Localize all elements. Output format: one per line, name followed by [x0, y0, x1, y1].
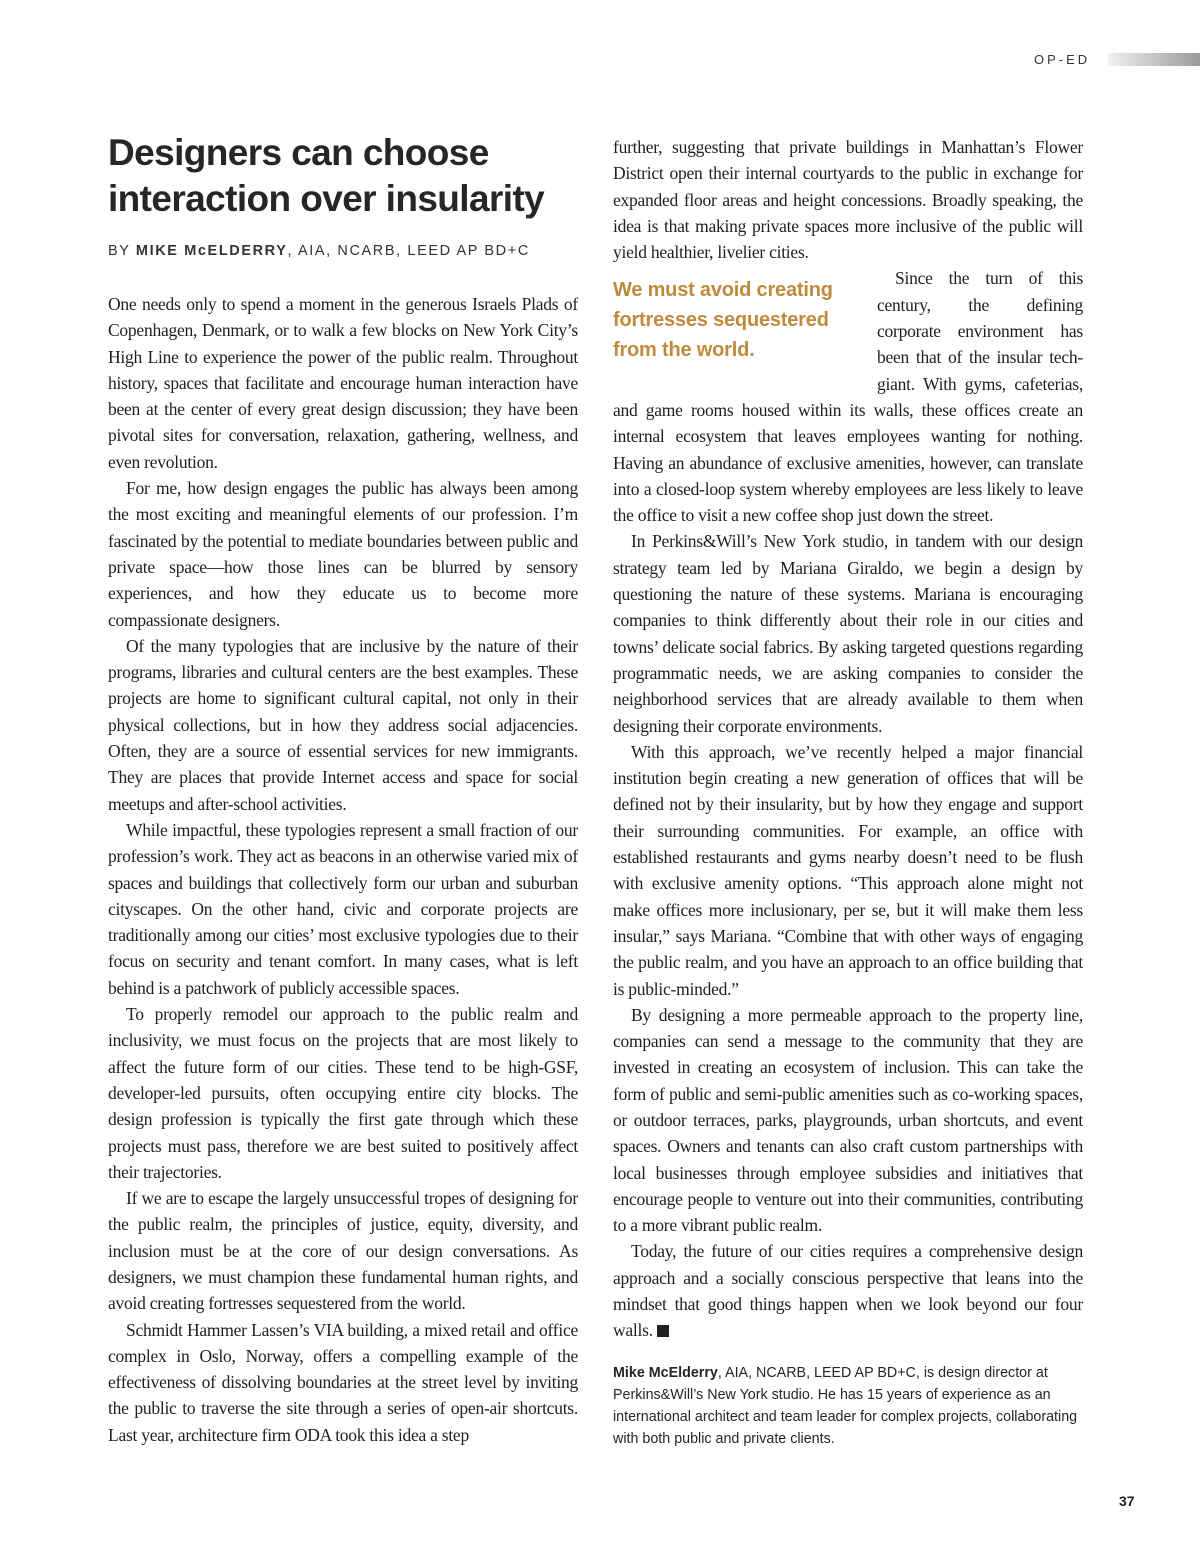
- pull-quote: We must avoid creating fortresses sequestered from the world.: [613, 279, 833, 362]
- byline: [108, 243, 588, 259]
- paragraph: Schmidt Hammer Lassen’s VIA building, a mixed retail and office complex in Oslo, Norway, offers a compelling example of the effectiveness of dissolving boundaries at the street level by inviting the public to traverse the site through a series of open-air shortcuts. Last year, architecture firm ODA took this idea a step: [108, 1319, 578, 1445]
- paragraph-final: [613, 1238, 1083, 1343]
- section-label: OP-ED: [1034, 52, 1091, 67]
- bio-text: , AIA, NCARB, LEED AP BD+C, is design director at Perkins&Will’s New York studio. He has 15 years of experience as an international architect and team leader for complex projects, collaborating with both public and private clients.: [613, 1365, 1078, 1447]
- byline-credentials: , AIA, NCARB, LEED AP BD+C: [287, 243, 530, 259]
- byline-author: MIKE McELDERRY: [135, 243, 288, 259]
- right-column: [613, 134, 1083, 1344]
- paragraph: While impactful, these typologies represent a small fraction of our profession’s work. They act as beacons in an otherwise varied mix of spaces and buildings that collectively form our urban and suburban cityscapes. On the other hand, civic and corporate projects are traditionally among our cities’ most exclusive typologies due to their focus on security and tenant comfort. In many cases, what is left behind is a patchwork of publicly accessible spaces.: [108, 819, 578, 998]
- paragraph: In Perkins&Will’s New York studio, in tandem with our design strategy team led by Mariana Giraldo, we begin a design by questioning the nature of these systems. Mariana is encouraging companies to think differently about their role in our cities and towns’ delicate social fabrics. By asking targeted questions regarding programmatic needs, we are asking companies to consider the neighborhood services that are already available to them when designing their corporate environments.: [613, 531, 1083, 736]
- page-number: 37: [1119, 1493, 1135, 1509]
- paragraph: If we are to escape the largely unsuccessful tropes of designing for the public realm, the principles of justice, equity, diversity, and inclusion must be at the core of our design conversations. As designers, we must champion these fundamental human rights, and avoid creating fortresses sequestered from the world.: [108, 1188, 578, 1314]
- paragraph: To properly remodel our approach to the public realm and inclusivity, we must focus on the projects that are most likely to affect the future form of our cities. These tend to be high-GSF, developer-led pursuits, often occupying entire city blocks. The design profession is typically the first gate through which these projects must pass, therefore we are best suited to positively affect their trajectories.: [108, 1004, 578, 1182]
- end-mark: [657, 1325, 669, 1337]
- section-bar: [1108, 53, 1200, 66]
- left-column: [108, 291, 578, 1448]
- byline-prefix: BY: [108, 243, 136, 259]
- paragraph: With this approach, we’ve recently helped a major financial institution begin creating a new generation of offices that will be defined not by their insularity, but by how they engage and support their surrounding communities. For example, an office with established restaurants and gyms nearby doesn’t need to be flush with exclusive amenity options. “This approach alone might not make offices more inclusionary, per se, but it will make them less insular,” says Mariana. “Combine that with other ways of engaging the public realm, and you have an approach to an office building that is public-minded.”: [613, 741, 1083, 999]
- article-title: Designers can choose interaction over insularity: [108, 132, 545, 219]
- paragraph: Of the many typologies that are inclusive by the nature of their programs, libraries and cultural centers are the best examples. These projects are home to significant cultural capital, not only in their physical collections, but in how they address social adjacencies. Often, they are a source of essential services for new immigrants. They are places that provide Internet access and space for social meetups and after-school activities.: [108, 635, 578, 814]
- paragraph: By designing a more permeable approach to the property line, companies can send a message to the community that they are invested in creating an ecosystem of inclusion. This can take the form of public and semi-public amenities such as co-working spaces, or outdoor terraces, parks, playgrounds, urban shortcuts, and event spaces. Owners and tenants can also craft custom partnerships with local businesses through employee subsidies and initiatives that encourage people to venture out into their communities, contributing to a more vibrant public realm.: [613, 1004, 1083, 1236]
- paragraph-final-text: Today, the future of our cities requires a comprehensive design approach and a socially conscious perspective that leans into the mindset that good things happen when we look beyond our four walls.: [613, 1241, 1083, 1341]
- author-bio: [613, 1362, 1083, 1450]
- paragraph: One needs only to spend a moment in the generous Israels Plads of Copenhagen, Denmark, or to walk a few blocks on New York City’s High Line to experience the power of the public realm. Throughout history, spaces that facilitate and encourage human interaction have been at the center of every great design discussion; they have been pivotal sites for conversation, relaxation, gathering, wellness, and even revolution.: [108, 294, 578, 472]
- paragraph: For me, how design engages the public has always been among the most exciting and meaningful elements of our profession. I’m fascinated by the potential to mediate boundaries between public and private space—how those lines can be blurred by sensory experiences, and how they educate us to become more compassionate designers.: [108, 478, 578, 630]
- paragraph: further, suggesting that private buildings in Manhattan’s Flower District open their internal courtyards to the public in exchange for expanded floor areas and height concessions. Broadly speaking, the idea is that making private spaces more inclusive of the public will yield healthier, livelier cities.: [613, 137, 1083, 263]
- bio-name: Mike McElderry: [613, 1365, 718, 1381]
- paragraph: Since the turn of this century, the defining corporate environment has been that of the insular tech-giant. With gyms, cafeterias, and game rooms housed within its walls, these offices create an internal ecosystem that leaves employees wanting for nothing. Having an abundance of exclusive amenities, however, can translate into a closed-loop system whereby employees are less likely to leave the office to visit a new coffee shop just down the street.: [613, 268, 1083, 526]
